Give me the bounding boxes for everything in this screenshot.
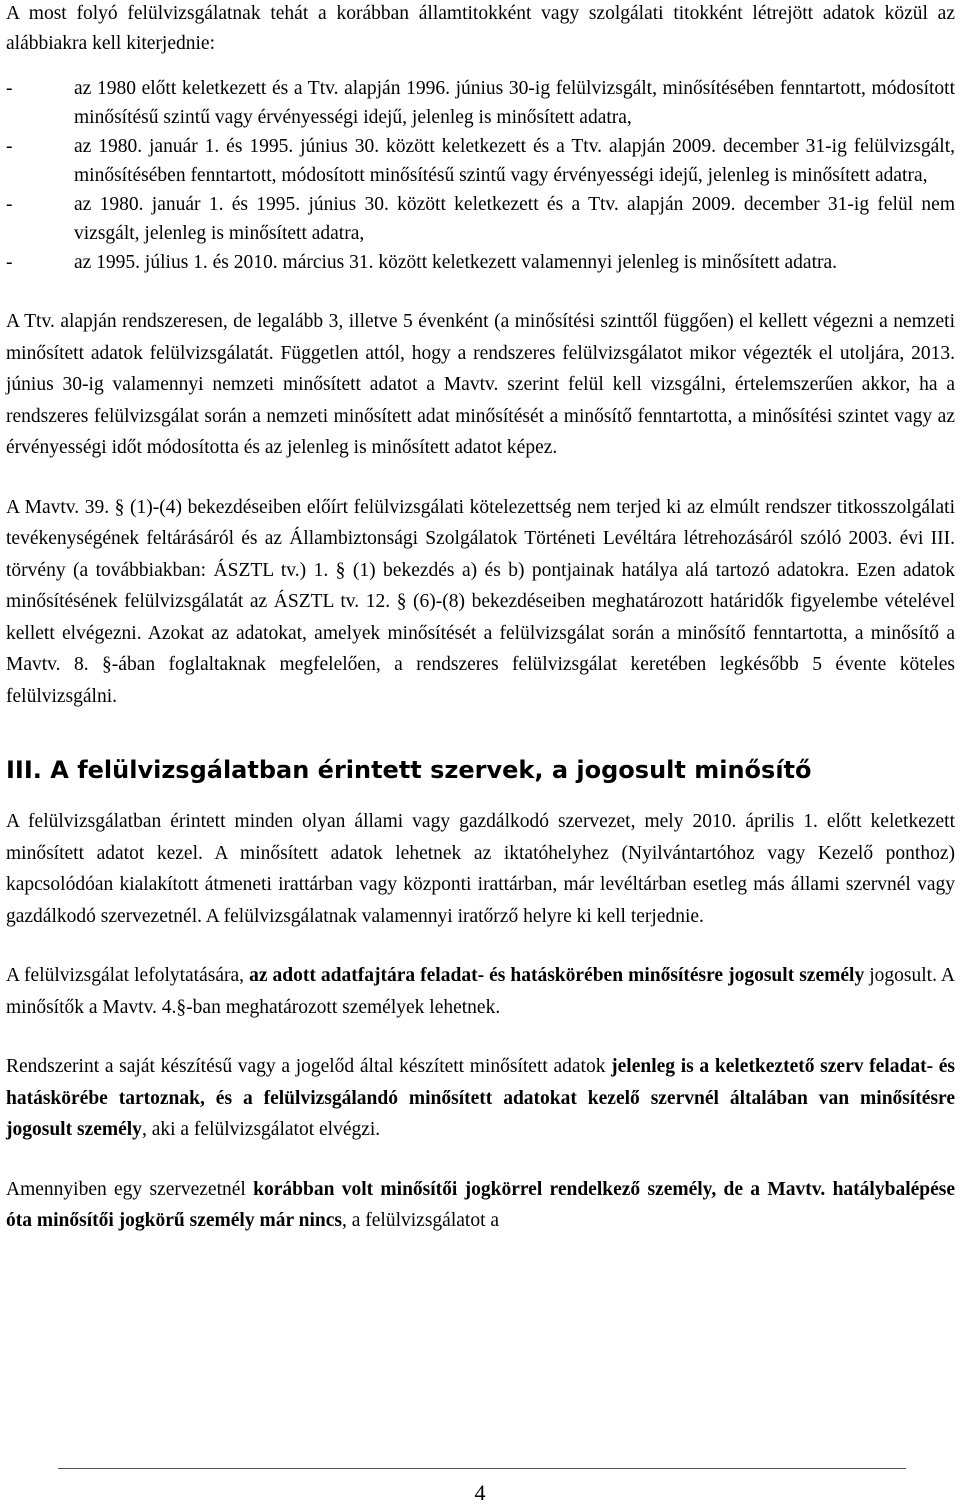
list-item: - az 1980 előtt keletkezett és a Ttv. alapján 1996. június 30-ig felülvizsgált, minősítésében fenntartott, módosított minősítésű szintű vagy érvényességi idejű, jelenleg is minősített adatra, — [6, 74, 955, 132]
procedure-bold: az adott adatfajtára feladat- és hatáskörében minősítésre jogosult személy — [249, 965, 865, 986]
intro-paragraph: A most folyó felülvizsgálatnak tehát a korábban államtitokként vagy szolgálati titokként létrejött adatok közül az alábbiakra kell kiterjednie: — [6, 3, 955, 54]
dash-list — [6, 74, 955, 277]
list-item: - az 1980. január 1. és 1995. június 30. között keletkezett és a Ttv. alapján 2009. december 31-ig felül nem vizsgált, jelenleg is minősített adatra, — [6, 190, 955, 248]
footer-rule — [58, 1468, 906, 1469]
procedure-text-end: jogosult. A minősítők a Mavtv. 4.§-ban meghatározott személyek lehetnek. — [6, 965, 956, 1018]
ttv-paragraph: A Ttv. alapján rendszeresen, de legalább 3, illetve 5 évenként (a minősítési szinttől függően) el kellett végezni a nemzeti minősített adatok felülvizsgálatát. Független attól, hogy a rendszeres felülvizsgálatot mikor végezték el utoljára, 2013. június 30-ig valamennyi nemzeti minősített adatot a Mavtv. szerint felül kell vizsgálni, értelemszerűen akkor, ha a rendszeres felülvizsgálat során a nemzeti minősített adat minősítését a minősítő fenntartotta, a minősítési szintet vagy az érvényességi időt módosította és az jelenleg is minősített adatot képez. — [6, 311, 955, 458]
section-heading: III. A felülvizsgálatban érintett szervek, a jogosult minősítő — [6, 756, 812, 784]
if-paragraph — [6, 1174, 955, 1237]
affected-paragraph: A felülvizsgálatban érintett minden olyan állami vagy gazdálkodó szervezet, mely 2010. április 1. előtt keletkezett minősített adatot kezel. A minősített adatok lehetnek az iktatóhelyhez (Nyilvántartóhoz vagy Kezelő ponthoz) kapcsolódóan kialakított átmeneti irattárban vagy központi irattárban, már levéltárban esetleg más állami szervnél vagy gazdálkodó szervezetnél. A felülvizsgálatnak valamennyi iratőrző helyre ki kell terjednie. — [6, 811, 955, 927]
if-text: Amennyiben egy szervezetnél — [6, 1178, 254, 1200]
usual-paragraph — [6, 1051, 955, 1146]
procedure-text: A felülvizsgálat lefolytatására, — [6, 965, 250, 986]
page-number: 4 — [474, 1480, 486, 1505]
list-item: - az 1995. július 1. és 2010. március 31. között keletkezett valamennyi jelenleg is minősített adatra. — [6, 248, 955, 277]
usual-text: Rendszerint a saját készítésű vagy a jogelőd által készített minősített adatok — [6, 1056, 612, 1077]
document-page — [6, 0, 955, 1237]
list-item: - az 1980. január 1. és 1995. június 30. között keletkezett és a Ttv. alapján 2009. december 31-ig felülvizsgált, minősítésében fenntartott, módosított minősítésű szintű vagy érvényességi idejű, jelenleg is minősített adatra, — [6, 132, 955, 190]
if-text-end: , a felülvizsgálatot a — [342, 1210, 500, 1231]
usual-bold: jelenleg is a keletkeztető szerv feladat- és hatáskörébe tartoznak, és a felülvizsgálandó minősített adatokat kezelő szervnél általában van minősítésre jogosult személy — [6, 1056, 955, 1140]
usual-text-end: , aki a felülvizsgálatot elvégzi. — [141, 1119, 381, 1140]
procedure-paragraph — [6, 960, 955, 1023]
mavtv-paragraph: A Mavtv. 39. § (1)-(4) bekezdéseiben előírt felülvizsgálati kötelezettség nem terjed ki az elmúlt rendszer titkosszolgálati tevékenységének feltárásáról és az Állambiztonsági Szolgálatok Történeti Levéltára létrehozásáról szóló 2003. évi III. törvény (a továbbiakban: ÁSZTL tv.) 1. § (1) bekezdés a) és b) pontjainak hatálya alá tartozó adatokra. Ezen adatok minősítésének felülvizsgálatát az ÁSZTL tv. 12. § (6)-(8) bekezdéseiben meghatározott határidők figyelembe vételével kellett elvégezni. Azokat az adatokat, amelyek minősítését a felülvizsgálat során a minősítő fenntartotta, a minősítő a Mavtv. 8. §-ában foglaltaknak megfelelően, a rendszeres felülvizsgálat keretében legkésőbb 5 évente köteles felülvizsgálni. — [6, 496, 955, 707]
if-bold: korábban volt minősítői jogkörrel rendelkező személy, de a Mavtv. hatálybalépése óta minősítői jogkörű személy már nincs — [6, 1178, 956, 1231]
